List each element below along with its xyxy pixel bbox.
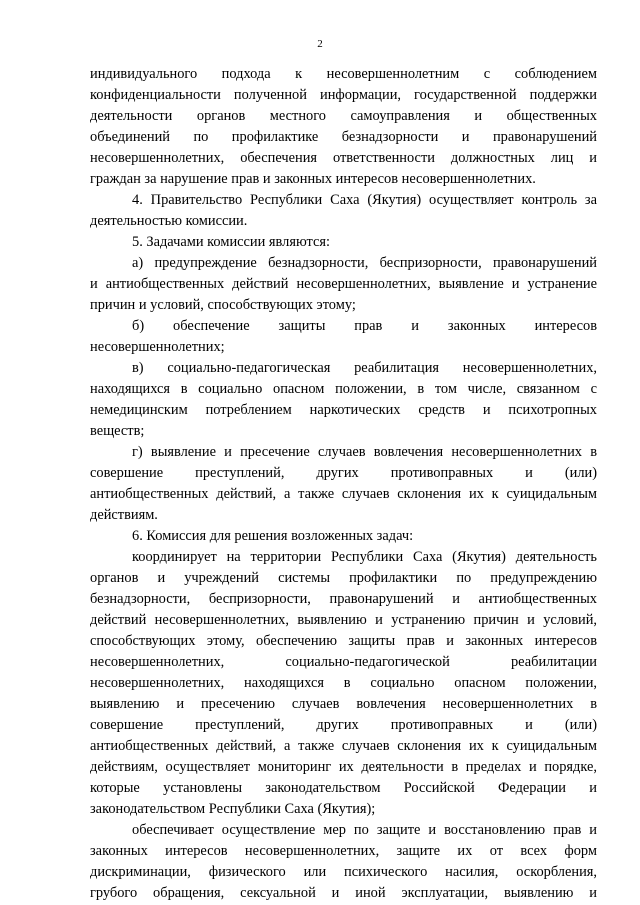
text-line: а) предупреждение безнадзорности, беспризорности, правонарушений: [132, 255, 597, 271]
text-line: действий несовершеннолетних, выявлению и устранению причин и условий,: [90, 612, 597, 628]
text-line: безнадзорности, беспризорности, правонарушений и антиобщественных: [90, 591, 597, 607]
text-line: действиям.: [90, 507, 158, 523]
text-line: конфиденциальности полученной информации, государственной поддержки: [90, 87, 597, 103]
text-line: 4. Правительство Республики Саха (Якутия) осуществляет контроль за: [132, 192, 597, 208]
text-line: 6. Комиссия для решения возложенных задач:: [132, 528, 414, 544]
text-line: действиям, осуществляет мониторинг их деятельности в пределах и порядке,: [90, 759, 597, 775]
text-line: несовершеннолетних, социально-педагогической реабилитации: [90, 654, 597, 670]
text-line: совершение преступлений, других противоправных и (или): [90, 465, 597, 481]
text-line: органов и учреждений системы профилактики по предупреждению: [90, 570, 597, 586]
text-line: в) социально-педагогическая реабилитация несовершеннолетних,: [132, 360, 597, 376]
text-line: которые установлены законодательством Российской Федерации и: [90, 780, 597, 796]
text-line: г) выявление и пресечение случаев вовлечения несовершеннолетних в: [132, 444, 597, 460]
text-line: индивидуального подхода к несовершеннолетним с соблюдением: [90, 66, 597, 82]
text-line: граждан за нарушение прав и законных интересов несовершеннолетних.: [90, 171, 536, 187]
text-line: законных интересов несовершеннолетних, защите их от всех форм: [90, 843, 597, 859]
text-line: веществ;: [90, 423, 145, 439]
text-line: причин и условий, способствующих этому;: [90, 297, 356, 313]
text-line: несовершеннолетних;: [90, 339, 225, 355]
document-body: [90, 64, 597, 904]
text-line: несовершеннолетних, находящихся в социально опасном положении,: [90, 675, 597, 691]
text-line: деятельности органов местного самоуправления и общественных: [90, 108, 597, 124]
text-line: антиобщественных действий, а также случаев склонения их к суицидальным: [90, 486, 597, 502]
text-line: б) обеспечение защиты прав и законных интересов: [132, 318, 597, 334]
page-number: 2: [317, 38, 323, 50]
text-line: дискриминации, физического или психического насилия, оскорбления,: [90, 864, 597, 880]
text-line: законодательством Республики Саха (Якутия);: [90, 801, 376, 817]
text-line: координирует на территории Республики Саха (Якутия) деятельность: [132, 549, 597, 565]
text-line: находящихся в социально опасном положении, в том числе, связанном с: [90, 381, 597, 397]
text-line: немедицинским потреблением наркотических средств и психотропных: [90, 402, 597, 418]
text-line: несовершеннолетних, обеспечения ответственности должностных лиц и: [90, 150, 597, 166]
text-line: деятельностью комиссии.: [90, 213, 248, 229]
text-line: антиобщественных действий, а также случаев склонения их к суицидальным: [90, 738, 597, 754]
text-line: совершение преступлений, других противоправных и (или): [90, 717, 597, 733]
text-line: объединений по профилактике безнадзорности и правонарушений: [90, 129, 597, 145]
text-line: обеспечивает осуществление мер по защите и восстановлению прав и: [132, 822, 597, 838]
text-line: и антиобщественных действий несовершеннолетних, выявление и устранение: [90, 276, 597, 292]
text-line: выявлению и пресечению случаев вовлечения несовершеннолетних в: [90, 696, 597, 712]
text-line: 5. Задачами комиссии являются:: [132, 234, 330, 250]
text-line: способствующих этому, обеспечению защиты прав и законных интересов: [90, 633, 597, 649]
text-line: грубого обращения, сексуальной и иной эксплуатации, выявлению и: [90, 885, 597, 901]
